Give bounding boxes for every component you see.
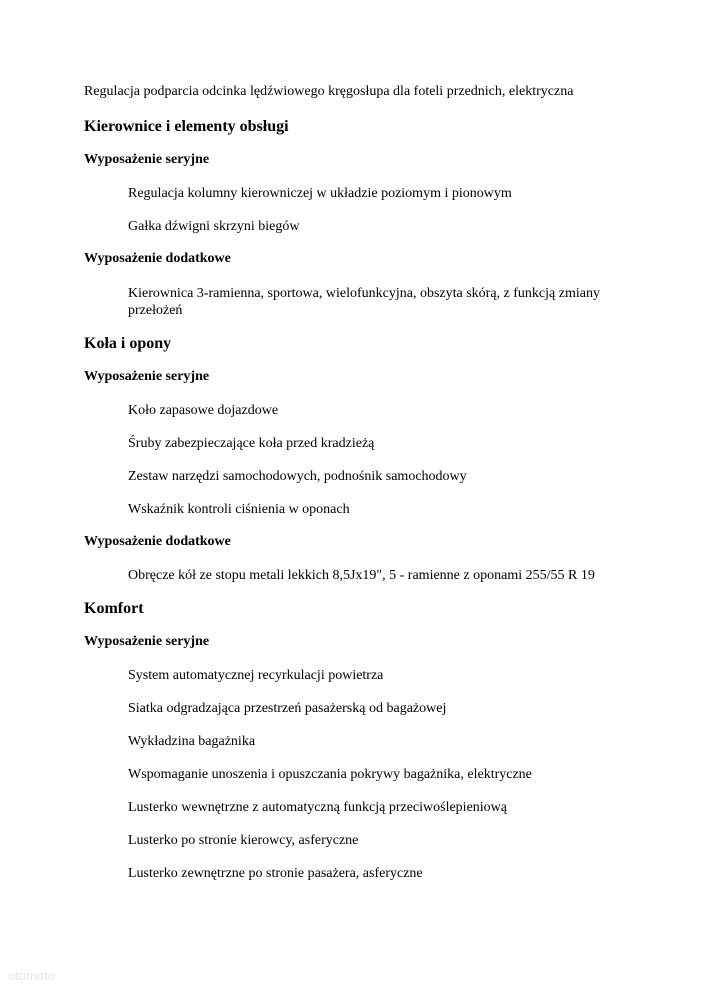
list-item: Wskaźnik kontroli ciśnienia w oponach — [128, 502, 350, 517]
intro-text: Regulacja podparcia odcinka lędźwiowego kręgosłupa dla foteli przednich, elektryczna — [84, 84, 574, 99]
list-item: Lusterko zewnętrzne po stronie pasażera, asferyczne — [128, 866, 423, 881]
list-item: Zestaw narzędzi samochodowych, podnośnik samochodowy — [128, 469, 467, 484]
watermark: otomoto — [8, 968, 55, 983]
subheading-optional: Wyposażenie dodatkowe — [84, 251, 231, 266]
list-item: Wspomaganie unoszenia i opuszczania pokrywy bagażnika, elektryczne — [128, 767, 532, 782]
list-item: Obręcze kół ze stopu metali lekkich 8,5Jx19", 5 - ramienne z oponami 255/55 R 19 — [128, 568, 595, 583]
section-title-comfort: Komfort — [84, 600, 144, 617]
list-item: System automatycznej recyrkulacji powietrza — [128, 668, 384, 683]
section-title-steering: Kierownice i elementy obsługi — [84, 118, 289, 135]
list-item: Koło zapasowe dojazdowe — [128, 403, 279, 418]
subheading-standard: Wyposażenie seryjne — [84, 634, 210, 649]
list-item: Siatka odgradzająca przestrzeń pasażerską od bagażowej — [128, 701, 447, 716]
list-item: Śruby zabezpieczające koła przed kradzieżą — [128, 436, 375, 451]
list-item: Wykładzina bagażnika — [128, 734, 256, 749]
section-title-wheels: Koła i opony — [84, 335, 172, 352]
list-item: Kierownica 3-ramienna, sportowa, wielofunkcyjna, obszyta skórą, z funkcją zmiany przełożeń — [128, 286, 600, 318]
subheading-standard: Wyposażenie seryjne — [84, 369, 210, 384]
list-item: Gałka dźwigni skrzyni biegów — [128, 219, 300, 234]
list-item: Lusterko wewnętrzne z automatyczną funkcją przeciwoślepieniową — [128, 800, 507, 815]
subheading-optional: Wyposażenie dodatkowe — [84, 534, 231, 549]
list-item: Regulacja kolumny kierowniczej w układzie poziomym i pionowym — [128, 186, 512, 201]
list-item: Lusterko po stronie kierowcy, asferyczne — [128, 833, 359, 848]
subheading-standard: Wyposażenie seryjne — [84, 152, 210, 167]
